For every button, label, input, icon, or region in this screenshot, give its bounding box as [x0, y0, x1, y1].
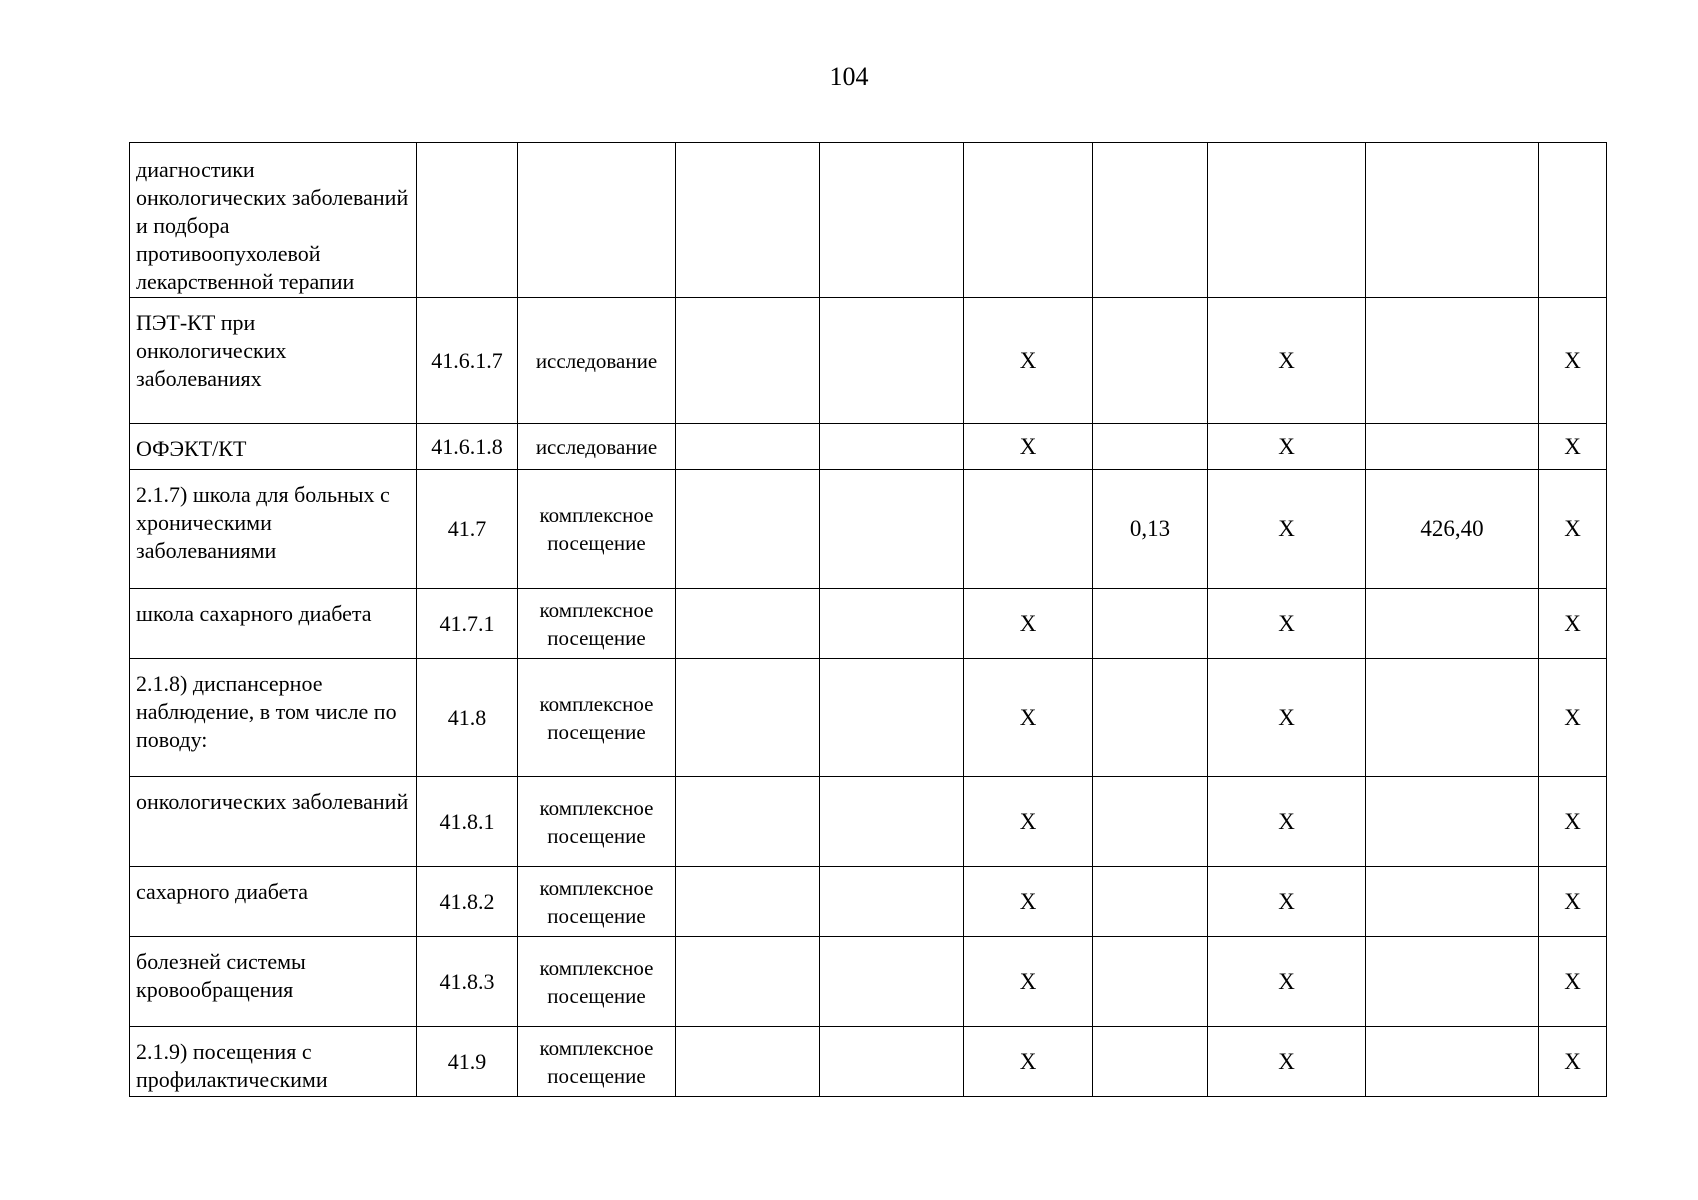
value-cell-8: X [1208, 1027, 1366, 1097]
value-cell-10 [1539, 143, 1607, 298]
table-row [130, 424, 1607, 470]
table-row [130, 867, 1607, 937]
value-cell-8: X [1208, 777, 1366, 867]
code-cell: 41.6.1.7 [417, 298, 518, 424]
value-cell-8: X [1208, 659, 1366, 777]
table-row [130, 143, 1607, 298]
value-cell-8 [1208, 143, 1366, 298]
value-cell-5 [820, 937, 964, 1027]
table-row [130, 659, 1607, 777]
table-body [130, 143, 1607, 1097]
code-cell: 41.8.1 [417, 777, 518, 867]
table-row [130, 777, 1607, 867]
value-cell-4 [676, 424, 820, 470]
name-cell: ОФЭКТ/КТ [130, 424, 417, 470]
value-cell-6: X [964, 1027, 1093, 1097]
unit-cell: комплексное посещение [518, 659, 676, 777]
code-cell: 41.8 [417, 659, 518, 777]
value-cell-5 [820, 777, 964, 867]
value-cell-7 [1093, 589, 1208, 659]
value-cell-10: X [1539, 937, 1607, 1027]
value-cell-10: X [1539, 867, 1607, 937]
value-cell-7 [1093, 777, 1208, 867]
value-cell-7 [1093, 659, 1208, 777]
value-cell-10: X [1539, 470, 1607, 589]
value-cell-4 [676, 777, 820, 867]
unit-cell: исследование [518, 424, 676, 470]
name-cell: 2.1.7) школа для больных с хроническими заболеваниями [130, 470, 417, 589]
value-cell-7 [1093, 298, 1208, 424]
value-cell-7 [1093, 1027, 1208, 1097]
value-cell-4 [676, 867, 820, 937]
unit-cell: комплексное посещение [518, 1027, 676, 1097]
unit-cell: комплексное посещение [518, 867, 676, 937]
value-cell-4 [676, 589, 820, 659]
value-cell-8: X [1208, 298, 1366, 424]
value-cell-7 [1093, 867, 1208, 937]
value-cell-6: X [964, 298, 1093, 424]
table-row [130, 470, 1607, 589]
unit-cell: комплексное посещение [518, 937, 676, 1027]
value-cell-9 [1366, 298, 1539, 424]
value-cell-10: X [1539, 298, 1607, 424]
value-cell-7 [1093, 424, 1208, 470]
table-row [130, 1027, 1607, 1097]
name-cell: ПЭТ-КТ при онкологических заболеваниях [130, 298, 417, 424]
name-cell: 2.1.8) диспансерное наблюдение, в том числе по поводу: [130, 659, 417, 777]
page-number: 104 [829, 62, 869, 91]
name-cell: онкологических заболеваний [130, 777, 417, 867]
value-cell-5 [820, 867, 964, 937]
value-cell-6: X [964, 937, 1093, 1027]
value-cell-4 [676, 298, 820, 424]
value-cell-4 [676, 1027, 820, 1097]
table-row [130, 589, 1607, 659]
unit-cell: исследование [518, 298, 676, 424]
value-cell-5 [820, 1027, 964, 1097]
value-cell-8: X [1208, 867, 1366, 937]
value-cell-6: X [964, 589, 1093, 659]
code-cell: 41.7 [417, 470, 518, 589]
code-cell: 41.8.3 [417, 937, 518, 1027]
value-cell-9 [1366, 143, 1539, 298]
value-cell-5 [820, 298, 964, 424]
value-cell-9 [1366, 589, 1539, 659]
value-cell-9 [1366, 659, 1539, 777]
value-cell-10: X [1539, 659, 1607, 777]
code-cell: 41.8.2 [417, 867, 518, 937]
table-row [130, 937, 1607, 1027]
code-cell: 41.7.1 [417, 589, 518, 659]
unit-cell [518, 143, 676, 298]
value-cell-9 [1366, 1027, 1539, 1097]
name-cell: 2.1.9) посещения с профилактическими [130, 1027, 417, 1097]
name-cell: сахарного диабета [130, 867, 417, 937]
value-cell-8: X [1208, 470, 1366, 589]
value-cell-10: X [1539, 777, 1607, 867]
value-cell-7: 0,13 [1093, 470, 1208, 589]
code-cell: 41.9 [417, 1027, 518, 1097]
name-cell: болезней системы кровообращения [130, 937, 417, 1027]
code-cell [417, 143, 518, 298]
value-cell-10: X [1539, 424, 1607, 470]
value-cell-4 [676, 659, 820, 777]
unit-cell: комплексное посещение [518, 589, 676, 659]
value-cell-9: 426,40 [1366, 470, 1539, 589]
value-cell-8: X [1208, 937, 1366, 1027]
value-cell-5 [820, 143, 964, 298]
value-cell-9 [1366, 777, 1539, 867]
value-cell-10: X [1539, 589, 1607, 659]
unit-cell: комплексное посещение [518, 777, 676, 867]
value-cell-5 [820, 659, 964, 777]
value-cell-8: X [1208, 424, 1366, 470]
code-cell: 41.6.1.8 [417, 424, 518, 470]
value-cell-7 [1093, 937, 1208, 1027]
value-cell-9 [1366, 424, 1539, 470]
value-cell-8: X [1208, 589, 1366, 659]
value-cell-4 [676, 470, 820, 589]
value-cell-9 [1366, 867, 1539, 937]
value-cell-6: X [964, 777, 1093, 867]
value-cell-4 [676, 937, 820, 1027]
value-cell-6 [964, 470, 1093, 589]
value-cell-10: X [1539, 1027, 1607, 1097]
value-cell-7 [1093, 143, 1208, 298]
value-cell-6: X [964, 867, 1093, 937]
value-cell-9 [1366, 937, 1539, 1027]
name-cell: школа сахарного диабета [130, 589, 417, 659]
table-row [130, 298, 1607, 424]
unit-cell: комплексное посещение [518, 470, 676, 589]
value-cell-6: X [964, 424, 1093, 470]
value-cell-6 [964, 143, 1093, 298]
value-cell-6: X [964, 659, 1093, 777]
value-cell-5 [820, 470, 964, 589]
value-cell-5 [820, 589, 964, 659]
value-cell-4 [676, 143, 820, 298]
value-cell-5 [820, 424, 964, 470]
name-cell: диагностики онкологических заболеваний и подбора противоопухолевой лекарственной терапии [130, 143, 417, 298]
data-table [129, 142, 1607, 1097]
